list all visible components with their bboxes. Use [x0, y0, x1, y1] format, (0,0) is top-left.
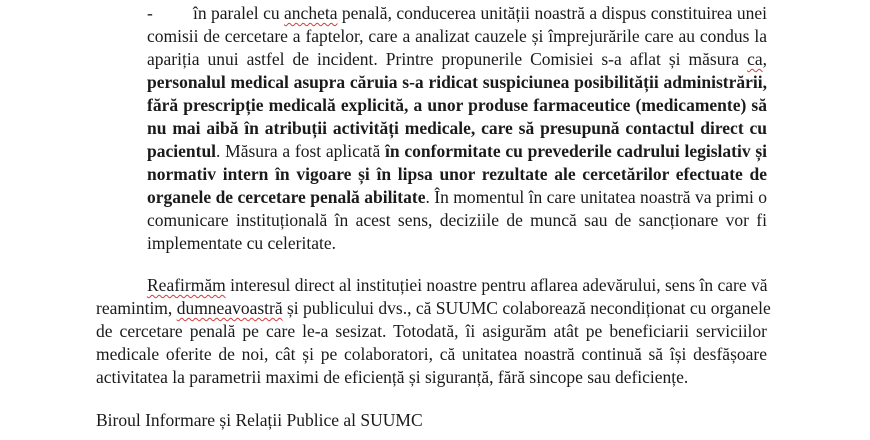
spellcheck-word: dumneavoastră — [176, 298, 283, 318]
p1-line-10: comunicare instituțională în acest sens, deciziile de muncă sau de sancționare vor fi — [147, 210, 767, 230]
p1-line-4: personalul medical asupra căruia s-a ridicat suspiciunea posibilității administrării, — [147, 72, 767, 92]
p1-line-1: în paralel cu ancheta penală, conducerea unității noastră a dispus constituirea unei — [193, 3, 767, 23]
p1-line-2: comisii de cercetare a faptelor, care a analizat cauzele și împrejurările care au condus la — [147, 26, 767, 46]
p1-line-7: pacientul. Măsura a fost aplicată în conformitate cu prevederile cadrului legislativ și — [147, 141, 768, 161]
p1-line-3: apariția unui astfel de incident. Printre propunerile Comisiei s-a aflat și măsura ca, — [147, 49, 767, 69]
spellcheck-word: ca — [747, 49, 763, 69]
p1-line-5: fără prescripție medicală explicită, a unor produse farmaceutice (medicamente) să — [147, 95, 767, 115]
p1-line-6: nu mai aibă în atribuții activități medicale, care să presupună contactul direct cu — [147, 118, 767, 138]
p2-line-4: medicale oferite de noi, cât și pe colaboratori, că unitatea noastră continuă să își desfășoare — [96, 344, 767, 364]
p1-line-9: organele de cercetare penală abilitate. În momentul în care unitatea noastră va primi o — [147, 187, 767, 207]
p1-line-11: implementate cu celeritate. — [147, 233, 336, 253]
bullet-dash: - — [147, 3, 153, 23]
p2-line-1: Reafirmăm interesul direct al instituției noastre pentru aflarea adevărului, sens în care vă — [147, 275, 768, 295]
p2-line-2: reamintim, dumneavoastră și publicului dvs., că SUUMC colaborează necondiționat cu organele — [96, 298, 771, 318]
p2-line-3: de cercetare penală pe care le-a sesizat. Totodată, îi asigurăm atât pe beneficiarii serviciilor — [96, 321, 767, 341]
spellcheck-word: ancheta — [284, 3, 338, 23]
p1-line-8: normativ intern în vigoare și în lipsa unor rezultate ale cercetărilor efectuate de — [147, 164, 767, 184]
signature-line: Biroul Informare și Relații Publice al SUUMC — [96, 410, 423, 430]
spellcheck-word: Reafirmăm — [147, 275, 226, 295]
p2-line-5: activitatea la parametrii maximi de eficiență și siguranță, fără sincope sau deficiențe. — [96, 367, 689, 387]
